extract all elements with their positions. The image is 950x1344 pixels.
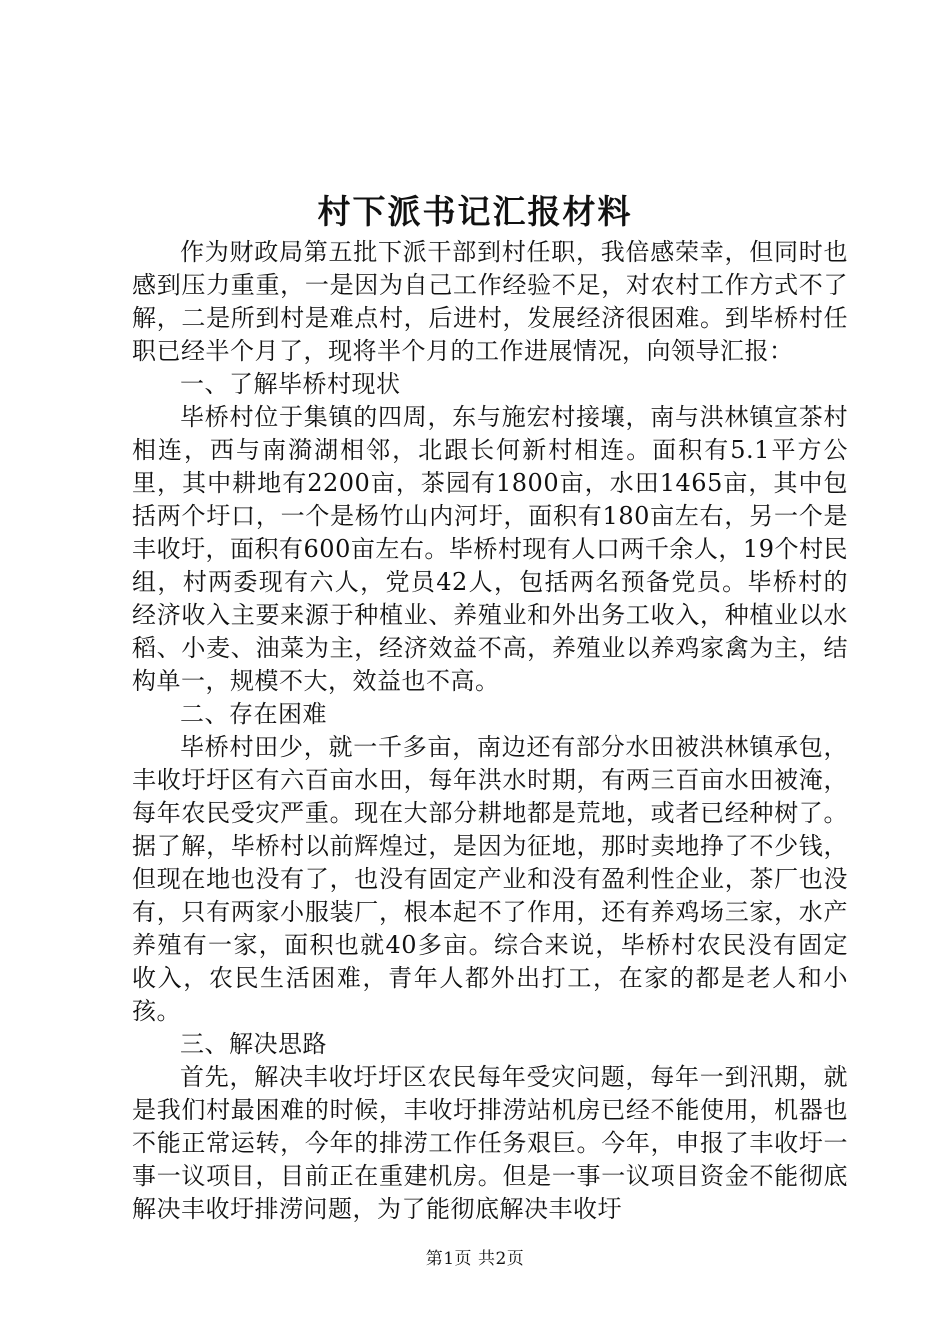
- section-heading-1: 一、了解毕桥村现状: [180, 370, 401, 398]
- intro-paragraph: 作为财政局第五批下派干部到村任职，我倍感荣幸，但同时也感到压力重重，一是因为自己工作经验不足，对农村工作方式不了解，二是所到村是难点村，后进村，发展经济很困难。到毕桥村任职已经半个月了，现将半个月的工作进展情况，向领导汇报：: [132, 238, 848, 365]
- page-footer: 第1页 共2页: [425, 1249, 525, 1269]
- section-heading-2: 二、存在困难: [180, 700, 327, 728]
- section-paragraph-2: 毕桥村田少，就一千多亩，南边还有部分水田被洪林镇承包，丰收圩圩区有六百亩水田，每年洪水时期，有两三百亩水田被淹，每年农民受灾严重。现在大部分耕地都是荒地，或者已经种树了。据了解，毕桥村以前辉煌过，是因为征地，那时卖地挣了不少钱，但现在地也没有了，也没有固定产业和没有盈利性企业，茶厂也没有，只有两家小服装厂，根本起不了作用，还有养鸡场三家，水产养殖有一家，面积也就40多亩。综合来说，毕桥村农民没有固定收入，农民生活困难，青年人都外出打工，在家的都是老人和小孩。: [132, 733, 848, 1025]
- section-paragraph-3: 首先，解决丰收圩圩区农民每年受灾问题，每年一到汛期，就是我们村最困难的时候，丰收圩排涝站机房已经不能使用，机器也不能正常运转，今年的排涝工作任务艰巨。今年，申报了丰收圩一事一议项目，目前正在重建机房。但是一事一议项目资金不能彻底解决丰收圩排涝问题，为了能彻底解决丰收圩: [132, 1063, 848, 1223]
- document-title: 村下派书记汇报材料: [317, 192, 633, 231]
- document-body: [132, 236, 848, 1226]
- section-paragraph-1: 毕桥村位于集镇的四周，东与施宏村接壤，南与洪林镇宣茶村相连，西与南漪湖相邻，北跟长何新村相连。面积有5.1平方公里，其中耕地有2200亩，茶园有1800亩，水田1465亩，其中包括两个圩口，一个是杨竹山内河圩，面积有180亩左右，另一个是丰收圩，面积有600亩左右。毕桥村现有人口两千余人，19个村民组，村两委现有六人，党员42人，包括两名预备党员。毕桥村的经济收入主要来源于种植业、养殖业和外出务工收入，种植业以水稻、小麦、油菜为主，经济效益不高，养殖业以养鸡家禽为主，结构单一，规模不大，效益也不高。: [132, 403, 848, 695]
- section-heading-3: 三、解决思路: [180, 1030, 327, 1058]
